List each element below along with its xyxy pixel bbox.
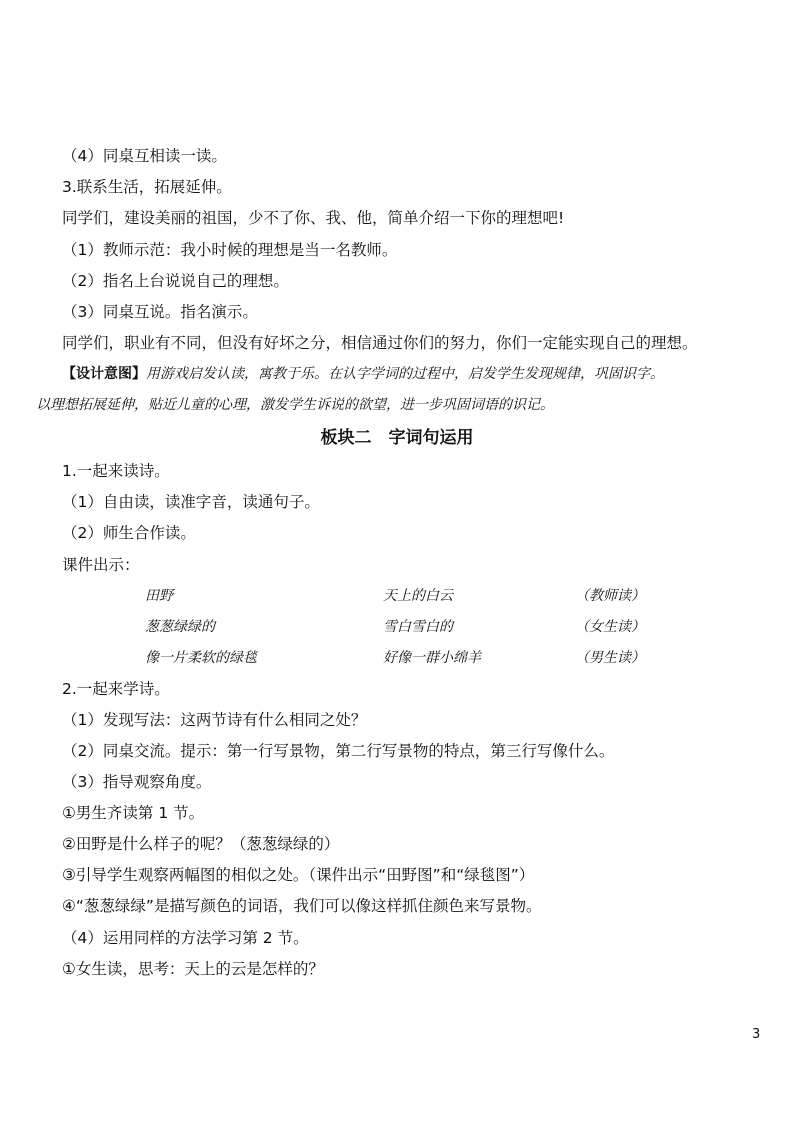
text-line: （2）师生合作读。 <box>62 524 196 542</box>
text-line: ①男生齐读第 1 节。 <box>62 804 205 822</box>
text-line: 2.一起来学诗。 <box>62 680 170 698</box>
text-line: ②田野是什么样子的呢？（葱葱绿绿的） <box>62 835 340 853</box>
poem-cell: 田野 <box>145 588 173 604</box>
design-note-line-2: 以理想拓展延伸，贴近儿童的心理，激发学生诉说的欲望，进一步巩固词语的识记。 <box>36 397 554 413</box>
poem-cell: 好像一群小绵羊 <box>383 650 481 666</box>
poem-cell: （男生读） <box>575 650 645 666</box>
text-line: ①女生读，思考：天上的云是怎样的？ <box>62 960 324 978</box>
poem-cell: （女生读） <box>575 619 645 635</box>
text-line: （2）指名上台说说自己的理想。 <box>62 272 289 290</box>
text-line: （1）发现写法：这两节诗有什么相同之处？ <box>62 711 367 729</box>
text-line: （4）运用同样的方法学习第 2 节。 <box>62 929 309 947</box>
poem-cell: 雪白雪白的 <box>383 619 453 635</box>
text-line: （3）同桌互说。指名演示。 <box>62 303 258 321</box>
text-line: 课件出示： <box>62 556 140 574</box>
text-line: ③引导学生观察两幅图的相似之处。（课件出示“田野图”和“绿毯图”） <box>62 866 535 884</box>
text-line: （2）同桌交流。提示：第一行写景物，第二行写景物的特点，第三行写像什么。 <box>62 742 615 760</box>
text-line: （3）指导观察角度。 <box>62 773 212 791</box>
text-line: （4）同桌互相读一读。 <box>62 147 227 165</box>
section-title: 板块二 字词句运用 <box>320 428 474 448</box>
poem-cell: 葱葱绿绿的 <box>145 619 215 635</box>
text-line: ④“葱葱绿绿”是描写颜色的词语，我们可以像这样抓住颜色来写景物。 <box>62 897 542 915</box>
text-line: （1）自由读，读准字音，读通句子。 <box>62 493 320 511</box>
text-line: 同学们，建设美丽的祖国，少不了你、我、他，简单介绍一下你的理想吧! <box>62 209 565 227</box>
poem-cell: 像一片柔软的绿毯 <box>145 650 257 666</box>
text-line: 1.一起来读诗。 <box>62 462 170 480</box>
text-line: 同学们，职业有不同，但没有好坏之分，相信通过你们的努力，你们一定能实现自己的理想。 <box>62 334 698 352</box>
design-note-label: 【设计意图】 <box>62 366 146 382</box>
text-line: （1）教师示范：我小时候的理想是当一名教师。 <box>62 241 398 259</box>
page-number: 3 <box>752 1027 761 1042</box>
design-note-text: 用游戏启发认读，寓教于乐。在认字学词的过程中，启发学生发现规律，巩固识字。 <box>146 366 664 382</box>
poem-cell: （教师读） <box>575 588 645 604</box>
text-line: 3.联系生活，拓展延伸。 <box>62 178 232 196</box>
design-note-line-1 <box>62 364 664 384</box>
poem-cell: 天上的白云 <box>383 588 453 604</box>
